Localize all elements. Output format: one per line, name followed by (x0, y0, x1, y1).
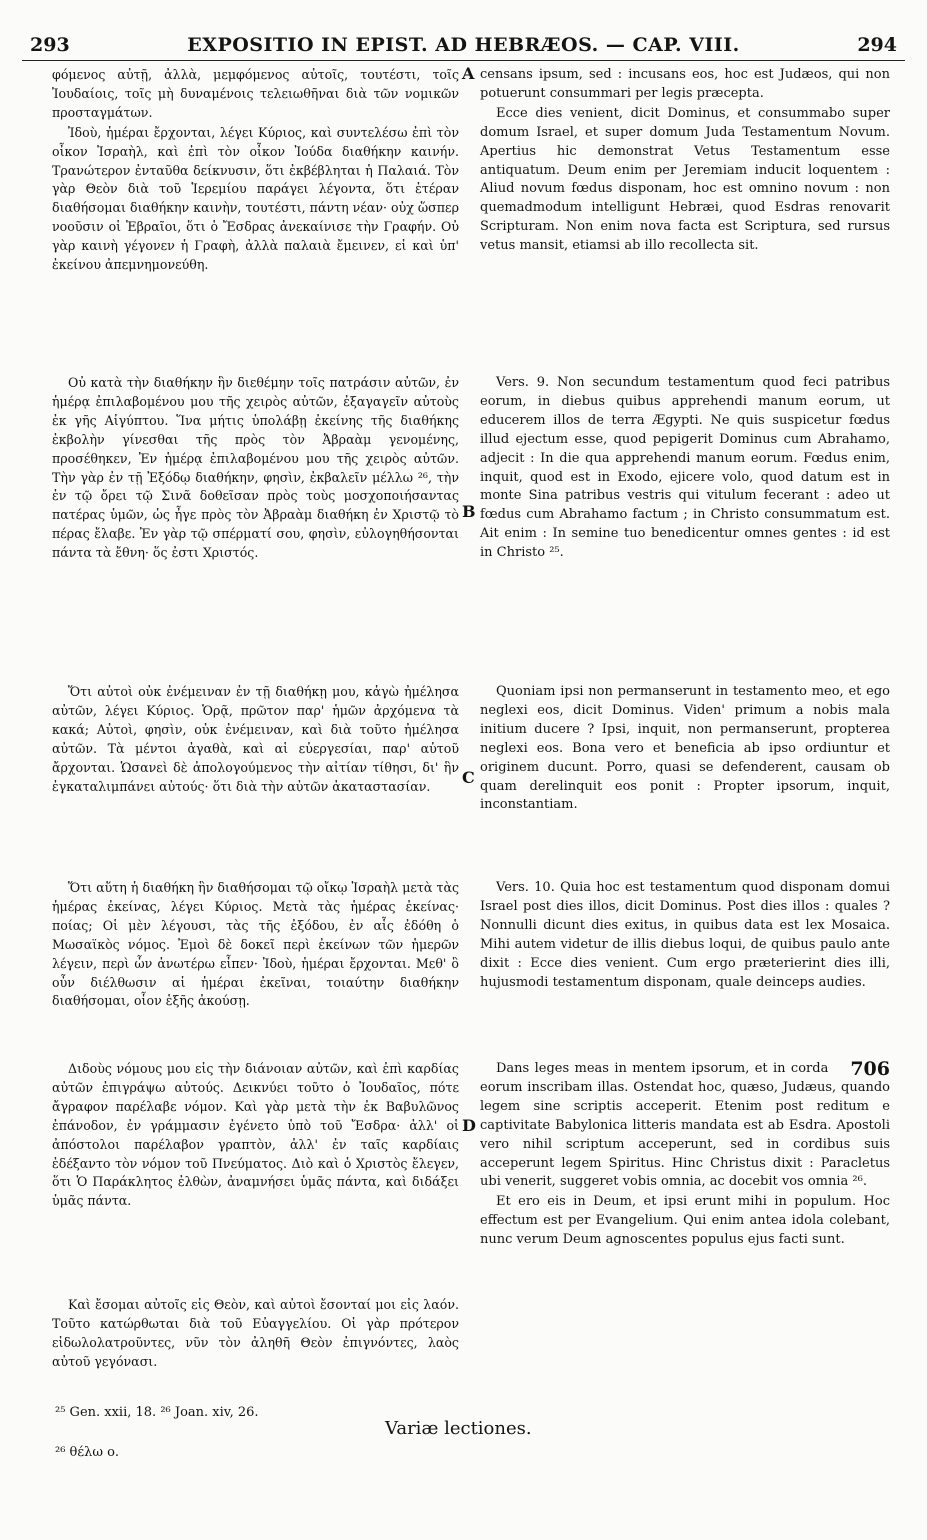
latin-paragraph-7: Et ero eis in Deum, et ipsi erunt mihi in populum. Hoc effectum est per Evangelium. Qui enim antea idola colebant, nunc verum Deum agnoscentes populus ejus facti sunt. (480, 1194, 890, 1248)
latin-paragraph-6-wrap (480, 1060, 890, 1192)
running-title: EXPOSITIO IN EPIST. AD HEBRÆOS. — CAP. VIII. (187, 34, 740, 56)
page-number-left: 293 (30, 34, 70, 56)
latin-paragraph-1: censans ipsum, sed : incusans eos, hoc est Judæos, qui non potuerunt consummari per legis præcepta. (480, 67, 890, 101)
margin-letter-b: B (462, 502, 476, 521)
variant-reading: ²⁶ θέλω ο. (55, 1445, 120, 1460)
greek-paragraph-4: Ὅτι αὐτοὶ οὐκ ἐνέμειναν ἐν τῇ διαθήκῃ μου, κἀγὼ ἠμέλησα αὐτῶν, λέγει Κύριος. Ὁρᾷ, πρῶτον παρ' ἡμῶν ἀρχόμενα τὰ κακά; Αὐτοὶ, φησὶν, οὐκ ἐνέμειναν, καὶ διὰ τοῦτο ἠμέλησα αὐτῶν. Τὰ μέντοι ἀγαθὰ, καὶ αἱ εὐεργεσίαι, παρ' αὐτοῦ ἄρχονται. Ὡσανεὶ δὲ ἀπολογούμενος τὴν αἰτίαν τίθησι, δι' ἣν ἐγκαταλιμπάνει αὐτούς· ὅτι διὰ τὴν αὐτῶν ἀκαταστασίαν. (52, 684, 459, 794)
greek-paragraph-3: Οὐ κατὰ τὴν διαθήκην ἣν διεθέμην τοῖς πατράσιν αὐτῶν, ἐν ἡμέρᾳ ἐπιλαβομένου μου τῆς χειρὸς αὐτῶν, ἐξαγαγεῖν αὐτοὺς ἐκ γῆς Αἰγύπτου. Ἵνα μήτις ὑπολάβῃ ἐκείνης τῆς διαθήκης ἐκβολὴν γίνεσθαι τῆς πρὸς τὸν Ἀβραὰμ γενομένης, προσέθηκεν, Ἐν ἡμέρᾳ ἐπιλαβομένου μου τῆς χειρὸς αὐτῶν. Τὴν γὰρ ἐν τῇ Ἐξόδῳ διαθήκην, φησὶν, ἐκβαλεῖν μέλλω ²⁶, τὴν ἐν τῷ ὄρει τῷ Σινᾶ δοθεῖσαν πρὸς τοὺς μοσχοποιήσαντας πατέρας ὑμῶν, ὡς ἦγε πρὸς τὸν Ἀβραὰμ διαθήκη ἐν Χριστῷ τὸ πέρας ἔλαβε. Ἐν γὰρ τῷ σπέρματί σου, φησὶν, εὐλογηθήσονται πάντα τὰ ἔθνη· ὅς ἐστι Χριστός. (52, 375, 459, 561)
margin-letter-a: A (462, 64, 475, 83)
greek-paragraph-2: Ἰδοὺ, ἡμέραι ἔρχονται, λέγει Κύριος, καὶ συντελέσω ἐπὶ τὸν οἶκον Ἰσραὴλ, καὶ ἐπὶ τὸν οἶκον Ἰούδα διαθήκην καινήν. Τρανώτερον ἐνταῦθα δείκνυσιν, ὅτι ἐκβέβληται ἡ Παλαιά. Τὸν γὰρ Θεὸν διὰ τοῦ Ἱερεμίου παράγει λέγοντα, ὅτι ἑτέραν διαθήσομαι διαθήκην καινὴν, τουτέστι, πάντη νέαν· οὐχ ὥσπερ νοοῦσιν οἱ Ἑβραῖοι, ὅτι ὁ Ἔσδρας ἀνεκαίνισε τὴν Γραφήν. Οὐ γὰρ καινὴ γέγονεν ἡ Γραφὴ, ἀλλὰ παλαιὰ ἔμεινεν, εἰ καὶ ὑπ' ἐκείνου ἀπεμνημονεύθη. (52, 124, 459, 273)
variae-lectiones-heading: Variæ lectiones. (385, 1418, 532, 1439)
greek-paragraph-5: Ὅτι αὕτη ἡ διαθήκη ἣν διαθήσομαι τῷ οἴκῳ Ἰσραὴλ μετὰ τὰς ἡμέρας ἐκείνας, λέγει Κύριος. Μετὰ τὰς ἡμέρας ἐκείνας· ποίας; Οἱ μὲν λέγουσι, τὰς τῆς ἐξόδου, ἐν αἷς ἐδόθη ὁ Μωσαϊκὸς νόμος. Ἐμοὶ δὲ δοκεῖ περὶ ἐκείνων τῶν ἡμερῶν λέγειν, περὶ ὧν ἀνωτέρω εἶπεν· Ἰδοὺ, ἡμέραι ἔρχονται. Μεθ' ὃ οὖν διέλθωσιν αἱ ἡμέραι ἐκεῖναι, τοιαύτην διαθήκην διαθήσομαι, οἷον ἑξῆς ἀκούσῃ. (52, 880, 459, 1009)
latin-paragraph-2: Ecce dies venient, dicit Dominus, et consummabo super domum Israel, et super domum Juda Testamentum Novum. Apertius hic demonstrat Vetus Testamentum esse antiquatum. Deum enim per Jeremiam inducit loquentem : Aliud novum fœdus disponam, hoc est omnino novum : non quemadmodum intelligunt Hebræi, quod Esdras renovarit Scripturam. Non enim nova facta est Scriptura, sed rursus vetus mansit, etiamsi ab illo recollecta sit. (480, 105, 890, 254)
page-number-right: 294 (857, 34, 897, 56)
margin-letter-d: D (462, 1116, 476, 1135)
latin-paragraph-4: Quoniam ipsi non permanserunt in testamento meo, et ego neglexi eos, dicit Dominus. Viden' primum a nobis mala initium ducere ? Ipsi, inquit, non permanserunt, propterea neglexi eos. Bona vero et beneficia ab ipso ordiuntur et originem ducunt. Porro, quasi se defenderent, causam ob quam derelinquit eos ponit : Propter ipsorum, inquit, inconstantiam. (480, 684, 890, 813)
latin-paragraph-5: Vers. 10. Quia hoc est testamentum quod disponam domui Israel post dies illos, dicit Dominus. Post dies illos : quales ? Nonnulli dicunt dies exitus, in quibus data est lex Mosaica. Mihi autem videtur de illis diebus loqui, de quibus paulo ante dixit : Ecce dies venient. Cum ergo præterierint dies illi, hujusmodi testamentum disponam, quale deinceps audies. (480, 880, 890, 990)
column-number: 706 (850, 1058, 890, 1080)
latin-paragraph-6: Dans leges meas in mentem ipsorum, et in corda eorum inscribam illas. Ostendat hoc, quæso, Judæus, quando legem sine scriptis acceperit. Etenim post reditum e captivitate Babylonica litteris mandata est ab Esdra. Apostoli vero nihil scriptum acceperunt, sed in cordibus suis acceperunt legem Spiritus. Hinc Christus dixit : Paracletus ubi venerit, suggeret vobis omnia, ac docebit vos omnia ²⁶. (480, 1061, 890, 1190)
greek-paragraph-7: Καὶ ἔσομαι αὐτοῖς εἰς Θεὸν, καὶ αὐτοὶ ἔσονταί μοι εἰς λαόν. Τοῦτο κατώρθωται διὰ τοῦ Εὐαγγελίου. Οἱ γὰρ πρότερον εἰδωλολατροῦντες, νῦν τὸν ἀληθῆ Θεὸν ἐπιγνόντες, λαὸς αὐτοῦ γεγόνασι. (52, 1297, 459, 1369)
greek-paragraph-6: Διδοὺς νόμους μου εἰς τὴν διάνοιαν αὐτῶν, καὶ ἐπὶ καρδίας αὐτῶν ἐπιγράψω αὐτούς. Δεικνύει τοῦτο ὁ Ἰουδαῖος, πότε ἄγραφον παρέλαβε νόμον. Καὶ γὰρ μετὰ τὴν ἐκ Βαβυλῶνος ἐπάνοδον, ἐν γράμμασιν ἐγένετο ὑπὸ τοῦ Ἔσδρα· ἀλλ' οἱ ἀπόστολοι παρέλαβον γραπτὸν, ἀλλ' ἐν ταῖς καρδίαις ἐδέξαντο τὸν νόμον τοῦ Πνεύματος. Διὸ καὶ ὁ Χριστὸς ἔλεγεν, ὅτι Ὁ Παράκλητος ἐλθὼν, ἀναμνήσει ὑμᾶς πάντα, καὶ διδάξει ὑμᾶς πάντα. (52, 1061, 459, 1209)
latin-paragraph-3: Vers. 9. Non secundum testamentum quod feci patribus eorum, in diebus quibus apprehendi manum eorum, ut educerem illos de terra Ægypti. Ne quis suspicetur fœdus illud ejectum esse, quod pepigerit Dominus cum Abrahamo, adjecit : In die qua apprehendi manum eorum. Fœdus enim, inquit, quod est in Exodo, ejicere volo, quod datum est in monte Sina patribus vestris qui vitulum fecerant : adeo ut fœdus cum Abrahamo factum ; in Christo consummatum est. Ait enim : In semine tuo benedicentur omnes gentes : id est in Christo ²⁵. (480, 375, 890, 561)
greek-paragraph-1: φόμενος αὐτῇ, ἀλλὰ, μεμφόμενος αὐτοῖς, τουτέστι, τοῖς Ἰουδαίοις, τοῖς μὴ δυναμένοις τελειωθῆναι διὰ τῶν νομικῶν προσταγμάτων. (52, 67, 459, 120)
footnote-references: ²⁵ Gen. xxii, 18. ²⁶ Joan. xiv, 26. (55, 1405, 259, 1420)
margin-letter-c: C (462, 768, 475, 787)
page-header (22, 34, 905, 61)
